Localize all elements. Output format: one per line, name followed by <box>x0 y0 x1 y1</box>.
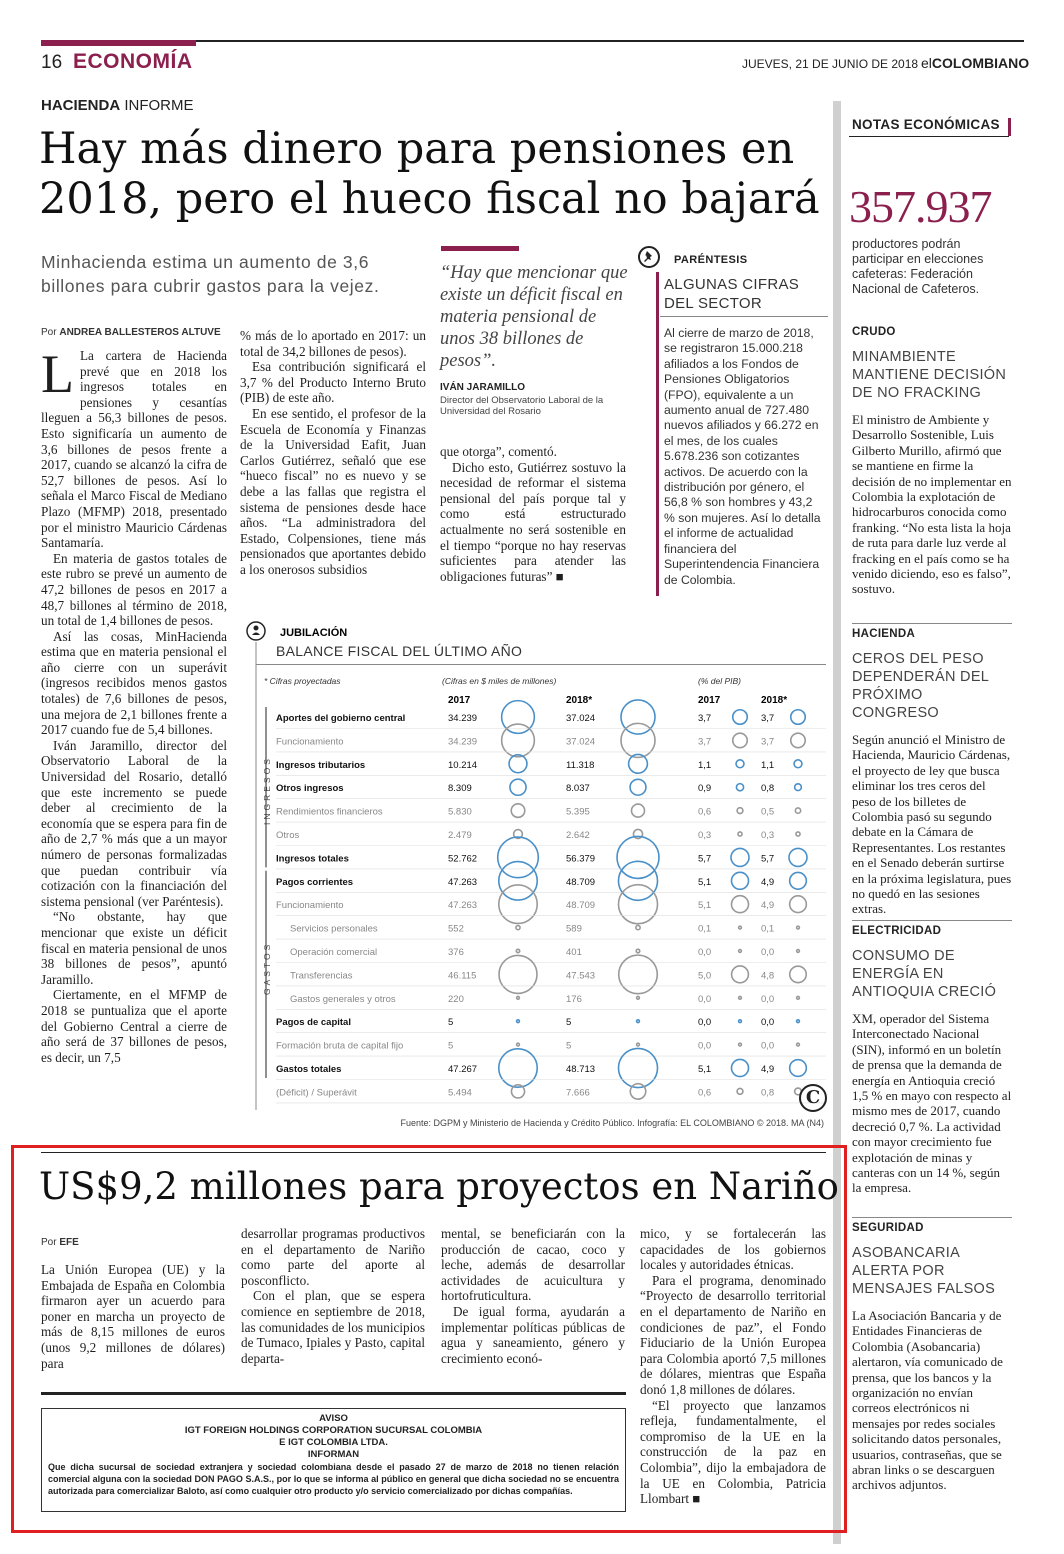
pct-2018: 4,9 <box>761 1064 775 1075</box>
value-2017: 47.263 <box>448 876 478 888</box>
bubble-2018 <box>618 1048 657 1087</box>
second-col-4 <box>640 1226 826 1521</box>
bubble-2017 <box>498 837 539 878</box>
pct-2017: 5,7 <box>698 853 712 865</box>
pct-2017: 5,1 <box>698 900 712 912</box>
chart-label: JUBILACIÓN <box>280 627 348 639</box>
note-label: SEGURIDAD <box>852 1222 924 1234</box>
bubble-pct-2017 <box>731 896 748 913</box>
sidebar-big-text: productores podrán participar en elecciones cafeteras: Federación Nacional de Cafeteros. <box>852 237 984 296</box>
bubble-2018 <box>618 861 657 900</box>
bubble-pct-2017 <box>736 760 744 768</box>
pct-2018: 0,5 <box>761 806 775 818</box>
paragraph: Con el plan, que se espera comience en septiembre de 2018, las comunidades de los municipios de Tumaco, Ipiales y Pasto, capital departa- <box>241 1288 425 1366</box>
paragraph: “El proyecto que lanzamos refleja, fundamentalmente, el compromiso de la UE en la construcción de la paz en Colombia”, dijo la embajadora de la UE en Colombia, Patricia Llombart ■ <box>640 1397 826 1507</box>
sidebar-note <box>852 925 1012 1217</box>
sidebar-big-number: 357.937 <box>849 181 992 232</box>
value-2017: 47.263 <box>448 900 478 912</box>
value-2017: 220 <box>448 993 464 1005</box>
bubble-pct-2018 <box>790 896 807 913</box>
row-label: Servicios personales <box>290 923 378 935</box>
bubble-pct-2017 <box>739 950 742 953</box>
issue-date: JUEVES, 21 DE JUNIO DE 2018 <box>742 57 919 71</box>
bubble-2018 <box>637 1020 640 1023</box>
value-2017: 376 <box>448 947 464 958</box>
pct-2018: 0,0 <box>761 1017 775 1029</box>
chart-top-rule <box>256 664 826 665</box>
value-2018: 37.024 <box>566 736 596 748</box>
byline-author: EFE <box>59 1237 79 1248</box>
value-2018: 11.318 <box>566 759 595 771</box>
value-2018: 5.395 <box>566 806 590 818</box>
quote-author-role: Director del Observatorio Laboral de la Universidad del Rosario <box>440 395 604 417</box>
chart-svg <box>246 620 828 1132</box>
section-color-bar <box>41 40 196 46</box>
pct-2017: 0,6 <box>698 806 712 818</box>
pct-2017: 0,9 <box>698 783 712 795</box>
bubble-pct-2018 <box>789 848 807 866</box>
sidebar-note <box>852 326 1012 623</box>
chart-title: BALANCE FISCAL DEL ÚLTIMO AÑO <box>276 643 523 659</box>
bubble-2017 <box>499 1049 537 1087</box>
second-headline: US$9,2 millones para proyectos en Nariño <box>39 1165 839 1208</box>
quote-accent-bar <box>441 246 519 251</box>
row-label: Funcionamiento <box>276 736 344 748</box>
bubble-2017 <box>510 779 526 795</box>
pushpin-icon <box>638 246 660 268</box>
bubble-pct-2018 <box>790 1060 807 1077</box>
bubble-2017 <box>499 955 537 993</box>
row-label: Gastos totales <box>276 1064 342 1075</box>
bubble-pct-2017 <box>739 1043 742 1046</box>
bubble-pct-2017 <box>739 996 742 999</box>
paragraph: Esa contribución significará el 3,7 % del Producto Interno Bruto (PIB) de este año. <box>240 359 426 406</box>
bubble-pct-2018 <box>790 966 807 983</box>
kicker-section: HACIENDA <box>41 97 121 114</box>
value-2017: 34.239 <box>448 736 478 748</box>
note-label: CRUDO <box>852 326 896 338</box>
sidebar-title: NOTAS ECONÓMICAS <box>852 117 1000 132</box>
value-2017: 46.115 <box>448 970 477 982</box>
logo-el: el <box>921 55 932 71</box>
person-icon-head <box>254 626 259 631</box>
pct-2017: 0,0 <box>698 1017 712 1029</box>
pct-2017: 5,0 <box>698 970 712 982</box>
pct-2018: 0,0 <box>761 993 775 1005</box>
bubble-2017 <box>517 1043 520 1046</box>
pct-2018: 0,1 <box>761 923 775 935</box>
paragraph: En materia de gastos totales de este rubro se prevé un aumento de 47,2 billones de pesos en 2017 a 48,7 billones al término de 2018, un total de 1,4 billones de pesos. <box>41 550 227 629</box>
bubble-2017 <box>517 1020 520 1023</box>
byline-prefix: Por <box>41 1237 57 1248</box>
bubble-2017 <box>516 949 519 952</box>
notice-body: Que dicha sucursal de sociedad extranjera y sociedad colombiana desde el pasado 27 de marzo de 2018 no tienen relación comercial alguna con la sociedad DON PAGO S.A.S., por lo que se informa al público en general que dicha sociedad no se encuentra autorizada para comercializar Baloto, así como cualquier otro producto y/o servicio comercializado por dichas compañías. <box>48 1462 619 1496</box>
pct-2018: 3,7 <box>761 713 775 724</box>
notice-inform: INFORMAN <box>307 1449 360 1460</box>
note-label: HACIENDA <box>852 628 916 640</box>
paragraph: La Unión Europea (UE) y la Embajada de España en Colombia firmaron ayer un acuerdo para poner en marcha un proyecto de más de 8,15 millones de euros (unos 9,2 millones de dólares) para <box>41 1262 225 1371</box>
quote-author: IVÁN JARAMILLO <box>440 382 525 393</box>
paragraph-text: La cartera de Hacienda prevé que en 2018 los ingresos totales en pensiones y cesantías lleguen a 56,3 billones de pesos. Esto significaría un aumento de 3,6 billones de pesos frente a 2017, cuando se alcanzó la cifra de 52,7 billones de pesos. Así lo señala el Marco Fiscal de Mediano Plazo (MFMP) 2018, presentado por el ministro Mauricio Cárdenas Santamaría. <box>41 348 227 551</box>
notice-company-2: E IGT COLOMBIA LTDA. <box>279 1437 388 1448</box>
bubble-2017 <box>517 996 520 999</box>
bubble-pct-2018 <box>797 996 800 999</box>
logo-name: COLOMBIANO <box>931 55 1030 71</box>
divider <box>660 316 828 317</box>
main-headline: Hay más dinero para pensiones en 2018, pero el hueco fiscal no bajará <box>39 124 820 224</box>
note-text: Según anunció el Ministro de Hacienda, Mauricio Cárdenas, el proyecto de ley que busca eliminar los tres ceros del peso de los billetes de Colombia pasó su segundo debate en la Cámara de Representantes. Los restantes en el Senado deberán surtirse en la próxima legislatura, pues no quedó en las sesiones extras. <box>852 732 1012 917</box>
parentesis-title: ALGUNAS CIFRAS DEL SECTOR <box>664 276 800 312</box>
chart-source: Fuente: DGPM y Ministerio de Hacienda y Crédito Público. Infografía: EL COLOMBIANO © 2018. MA (N4) <box>400 1118 824 1128</box>
value-2018: 2.642 <box>566 830 590 841</box>
legal-notice <box>41 1408 626 1512</box>
value-2017: 8.309 <box>448 783 472 795</box>
col-head-2017: 2017 <box>448 695 471 706</box>
row-label: Formación bruta de capital fijo <box>276 1040 404 1052</box>
row-label: Ingresos tributarios <box>276 759 366 771</box>
bubble-pct-2017 <box>737 1088 743 1094</box>
paragraph: Dicho esto, Gutiérrez sostuvo la necesidad de reformar el sistema pensional del país porque tal y como está estructurado actualmente no será sostenible en el tiempo “porque no hay reservas suficientes para atender las obligaciones futuras” ■ <box>440 459 626 584</box>
bubble-pct-2018 <box>794 760 802 768</box>
paragraph: Iván Jaramillo, director del Observatorio Laboral de la Universidad del Rosario, detalló que este incremento se puede deber al crecimiento de la economía que se espera para fin de año de 2,7 % más que a un mayor número de personas formalizadas que puedan contribuir vía cotización con la financiación del sistema pensional (ver Paréntesis). <box>41 737 227 909</box>
bubble-pct-2018 <box>791 733 806 748</box>
bubble-2018 <box>637 1043 640 1046</box>
kicker-type: INFORME <box>124 97 194 114</box>
pct-2018: 0,0 <box>761 947 775 958</box>
main-col-3 <box>440 444 626 594</box>
paragraph: desarrollar programas productivos en el departamento de Nariño como parte del aporte al posconflicto. <box>241 1226 425 1288</box>
bubble-pct-2018 <box>797 926 800 929</box>
group-label-ingresos: INGRESOS <box>262 756 272 825</box>
value-2017: 34.239 <box>448 713 478 724</box>
pct-2017: 0,1 <box>698 923 712 935</box>
pct-2017: 1,1 <box>698 759 712 771</box>
note-headline: CEROS DEL PESO DEPENDERÁN DEL PRÓXIMO CONGRESO <box>852 651 989 721</box>
value-2017: 52.762 <box>448 853 478 865</box>
pct-2018: 4,9 <box>761 900 775 912</box>
pct-2018: 0,8 <box>761 1087 775 1099</box>
pct-2017: 0,3 <box>698 830 712 841</box>
pct-2018: 1,1 <box>761 759 775 771</box>
row-label: Rendimientos financieros <box>276 806 383 818</box>
paragraph: Ciertamente, en el MFMP de 2018 se puntualiza que el aporte del Gobierno Central a cierre de año será de 37 billones de pesos, es decir, un 7,5 <box>41 987 227 1065</box>
parentesis-rule <box>656 272 659 596</box>
bubble-2018 <box>630 779 646 795</box>
value-2017: 5 <box>448 1017 454 1029</box>
bubble-2018 <box>636 925 640 929</box>
bubble-pct-2017 <box>736 784 743 791</box>
value-2017: 5.494 <box>448 1087 472 1099</box>
main-col-1 <box>41 348 227 1128</box>
paragraph: Para el programa, denominado “Proyecto de desarrollo territorial en el departamento de Nariño en condiciones de paz”, el Fondo Fiduciario de la Unión Europea para Colombia aportó 7,5 millones de dólares, mientras que España donó 1,8 millones de dólares. <box>640 1272 826 1397</box>
divider <box>852 920 1012 921</box>
value-2017: 10.214 <box>448 759 478 771</box>
row-label: Pagos de capital <box>276 1017 351 1029</box>
note-text: La Asociación Bancaria y de Entidades Financieras de Colombia (Asobancaria) alertaron, vía comunicado de prensa, que los bancos y la organización no envían correos electrónicos ni mensajes por redes sociales solicitando datos personales, usuarios, contraseñas, que se abran links o se descarguen archivos adjuntos. <box>852 1308 1003 1493</box>
bubble-pct-2017 <box>733 710 748 725</box>
bubble-pct-2017 <box>731 848 749 866</box>
main-col-2 <box>240 328 426 598</box>
row-label: Pagos corrientes <box>276 876 354 888</box>
value-2018: 5 <box>566 1040 572 1052</box>
paragraph: De igual forma, ayudarán a implementar políticas públicas de agua y saneamiento, género y crecimiento econó- <box>441 1303 625 1366</box>
bubble-pct-2018 <box>791 710 806 725</box>
pct-2017: 0,0 <box>698 947 712 958</box>
bubble-2017 <box>499 885 537 923</box>
row-label: (Déficit) / Superávit <box>276 1087 357 1099</box>
second-col-3 <box>441 1226 625 1376</box>
paragraph: % más de lo aportado en 2017: un total de 34,2 billones de pesos). <box>240 328 426 359</box>
bubble-2017 <box>516 926 520 930</box>
second-col-2 <box>241 1226 425 1376</box>
value-2018: 176 <box>566 993 582 1005</box>
row-label: Otros <box>276 830 300 841</box>
value-2017: 552 <box>448 923 464 935</box>
bubble-2018 <box>632 804 645 817</box>
notice-company-1: IGT FOREIGN HOLDINGS CORPORATION SUCURSAL COLOMBIA <box>184 1425 483 1436</box>
value-2018: 48.713 <box>566 1064 596 1075</box>
bubble-pct-2018 <box>795 808 800 813</box>
paragraph: mental, se beneficiarán con la producción de cacao, coco y leche, además de desarrollar actividades de acuicultura y hortofruticultura. <box>441 1226 625 1304</box>
pct-2017: 5,1 <box>698 1064 712 1075</box>
bubble-2018 <box>636 949 640 953</box>
pct-note: (% del PIB) <box>698 676 741 686</box>
bubble-pct-2018 <box>795 784 802 791</box>
bubble-2018 <box>617 836 659 878</box>
value-2018: 589 <box>566 923 582 935</box>
value-2017: 5 <box>448 1040 454 1052</box>
bubble-2018 <box>618 885 657 924</box>
value-2018: 48.709 <box>566 900 596 912</box>
sidebar-accent <box>1008 118 1011 136</box>
pct-2017: 0,6 <box>698 1087 712 1099</box>
main-byline <box>41 327 221 338</box>
bubble-pct-2017 <box>739 926 742 929</box>
pct-2017: 5,1 <box>698 876 712 888</box>
sidebar-note <box>852 628 1012 920</box>
parentesis-text: Al cierre de marzo de 2018, se registraron 15.000.218 afiliados a los Fondos de Pensiones Obligatorios (FPO), equivalente a un aumento anual de 727.480 nuevos afiliados y 66.272 en el mes, de los cuales 5.678.236 son cotizantes activos. De acuerdo con la distribución por género, el 56,8 % son hombres y 43,2 % son mujeres. Así lo detalla el informe de actualidad financiera del Superintendencia Financiera de Colombia. <box>664 326 821 587</box>
bubble-pct-2017 <box>733 733 748 748</box>
divider <box>41 1392 626 1395</box>
row-label: Funcionamiento <box>276 900 344 912</box>
value-2018: 56.379 <box>566 853 596 865</box>
paragraph: En ese sentido, el profesor de la Escuela de Economía y Finanzas de la Universidad Eafit, Juan Carlos Gutiérrez, señaló que ese “hueco fiscal” no es nuevo y se debe a las fallas que registra el sistema de pensiones desde hace años. “La administradora del Estado, Colpensiones, tiene más pensionados que aportantes debido a los onerosos subsidios <box>240 405 426 577</box>
note-headline: CONSUMO DE ENERGÍA EN ANTIOQUIA CRECIÓ <box>852 948 997 1000</box>
main-subheadline: Minhacienda estima un aumento de 3,6 billones para cubrir gastos para la vejez. <box>41 252 380 296</box>
divider <box>852 1217 1012 1218</box>
pct-2017: 3,7 <box>698 736 712 748</box>
sidebar-note <box>852 1222 1012 1493</box>
row-label: Ingresos totales <box>276 853 349 865</box>
bubble-pct-2017 <box>738 832 742 836</box>
pct-2017: 0,0 <box>698 1040 712 1052</box>
bubble-pct-2018 <box>797 950 800 953</box>
colombiano-logo-icon: C <box>799 1084 827 1112</box>
pct-2018: 4,9 <box>761 876 775 888</box>
value-2018: 47.543 <box>566 970 596 982</box>
second-col-1 <box>41 1262 225 1372</box>
note-headline: ASOBANCARIA ALERTA POR MENSAJES FALSOS <box>852 1245 996 1297</box>
bubble-pct-2017 <box>732 966 749 983</box>
row-label: Aportes del gobierno central <box>276 713 406 724</box>
bubble-pct-2018 <box>796 832 800 836</box>
pct-2018: 4,8 <box>761 970 775 982</box>
paragraph <box>41 348 227 551</box>
pct-2018: 5,7 <box>761 853 775 865</box>
bubble-pct-2017 <box>739 1020 742 1023</box>
paragraph: Así las cosas, MinHacienda estima que en materia pensional el año cierre con un superávit (ingresos recibidos menos gastos totales) de 7,6 billones de pesos, una mejora de 2,1 billones frente a 2017 cuando fue de 5,4 billones. <box>41 628 227 738</box>
row-label: Otros ingresos <box>276 783 344 795</box>
value-2018: 7.666 <box>566 1087 590 1099</box>
byline-prefix: Por <box>41 327 57 338</box>
parentesis-label: PARÉNTESIS <box>674 254 748 266</box>
value-2018: 48.709 <box>566 876 596 888</box>
bubble-2017 <box>499 862 537 900</box>
bubble-pct-2017 <box>731 872 748 889</box>
pct-2017: 0,0 <box>698 993 712 1005</box>
value-2017: 5.830 <box>448 806 472 818</box>
bubble-2018 <box>637 996 640 999</box>
projected-note: * Cifras proyectadas <box>264 676 341 686</box>
pct-2018: 0,0 <box>761 1040 775 1052</box>
bubble-pct-2018 <box>790 872 807 889</box>
value-2018: 8.037 <box>566 783 590 795</box>
row-label: Transferencias <box>290 970 353 982</box>
pct-2018: 0,3 <box>761 830 775 841</box>
page-number: 16 <box>41 52 63 73</box>
newspaper-logo <box>921 55 1029 71</box>
note-text: El ministro de Ambiente y Desarrollo Sostenible, Luis Gilberto Murillo, afirmó que se mantiene en firme la decisión de no implementar en Colombia la explotación de hidrocarburos conocida como franking. “No esta lista la hoja de ruta para darle luz verde al fracking en el país como se ha venido diciendo, eso es falso”, sostuvo. <box>852 412 1012 597</box>
bubble-2018 <box>630 1084 645 1099</box>
row-label: Gastos generales y otros <box>290 993 396 1005</box>
paragraph: mico, y se fortalecerán las capacidades de los gobiernos locales y autoridades étnicas. <box>640 1226 826 1273</box>
bubble-pct-2018 <box>797 1020 800 1023</box>
section-name: ECONOMÍA <box>73 50 193 73</box>
value-2018: 401 <box>566 947 582 958</box>
pct-2018: 0,8 <box>761 783 775 795</box>
divider <box>41 1152 826 1153</box>
bubble-pct-2018 <box>797 1043 800 1046</box>
notice-title: AVISO <box>319 1413 348 1424</box>
note-headline: MINAMBIENTE MANTIENE DECISIÓN DE NO FRACKING <box>852 349 1007 401</box>
bubble-2018 <box>619 955 658 994</box>
divider <box>852 623 1012 624</box>
row-label: Operación comercial <box>290 947 378 958</box>
second-byline <box>41 1237 79 1248</box>
col-head-2018: 2018* <box>566 695 593 706</box>
divider <box>849 136 1009 137</box>
col-head-pct-2017: 2017 <box>698 695 721 706</box>
pension-balance-table-chart <box>246 620 828 1132</box>
byline-author: ANDREA BALLESTEROS ALTUVE <box>59 327 221 338</box>
note-label: ELECTRICIDAD <box>852 925 942 937</box>
col-head-pct-2018: 2018* <box>761 695 788 706</box>
bubble-2017 <box>511 804 525 818</box>
person-icon-body <box>252 633 260 636</box>
value-2018: 37.024 <box>566 713 596 724</box>
value-2017: 47.267 <box>448 1064 478 1075</box>
units-note: (Cifras en $ miles de millones) <box>442 676 557 686</box>
note-text: XM, operador del Sistema Interconectado Nacional (SIN), informó en un boletín de prensa que la demanda de energía en Antioquia creció 1,5 % en mayo con respecto al mismo mes de 2017, cuando decreció 0,7 %. La actividad con mayor crecimiento fue explotación de minas y canteras con un 14 %, según la empresa. <box>852 1011 1012 1196</box>
drop-cap: L <box>41 348 74 404</box>
paragraph: “No obstante, hay que mencionar que existe un déficit fiscal en materia pensional de unos 38 billones de pesos”, apuntó Jaramillo. <box>41 909 227 987</box>
value-2017: 2.479 <box>448 830 472 841</box>
article-kicker <box>41 97 194 114</box>
value-2018: 5 <box>566 1017 572 1029</box>
group-label-gastos: GASTOS <box>262 941 272 995</box>
pct-2017: 3,7 <box>698 713 712 724</box>
pct-2018: 3,7 <box>761 736 775 748</box>
pull-quote: “Hay que mencionar que existe un déficit fiscal en materia pensional de unos 38 billones de pesos”. <box>440 263 628 371</box>
sidebar-notes <box>852 326 1012 1541</box>
paragraph: que otorga”, comentó. <box>440 444 557 459</box>
bubble-pct-2017 <box>737 808 743 814</box>
bubble-pct-2017 <box>731 1059 748 1076</box>
person-icon-ring <box>247 622 265 640</box>
